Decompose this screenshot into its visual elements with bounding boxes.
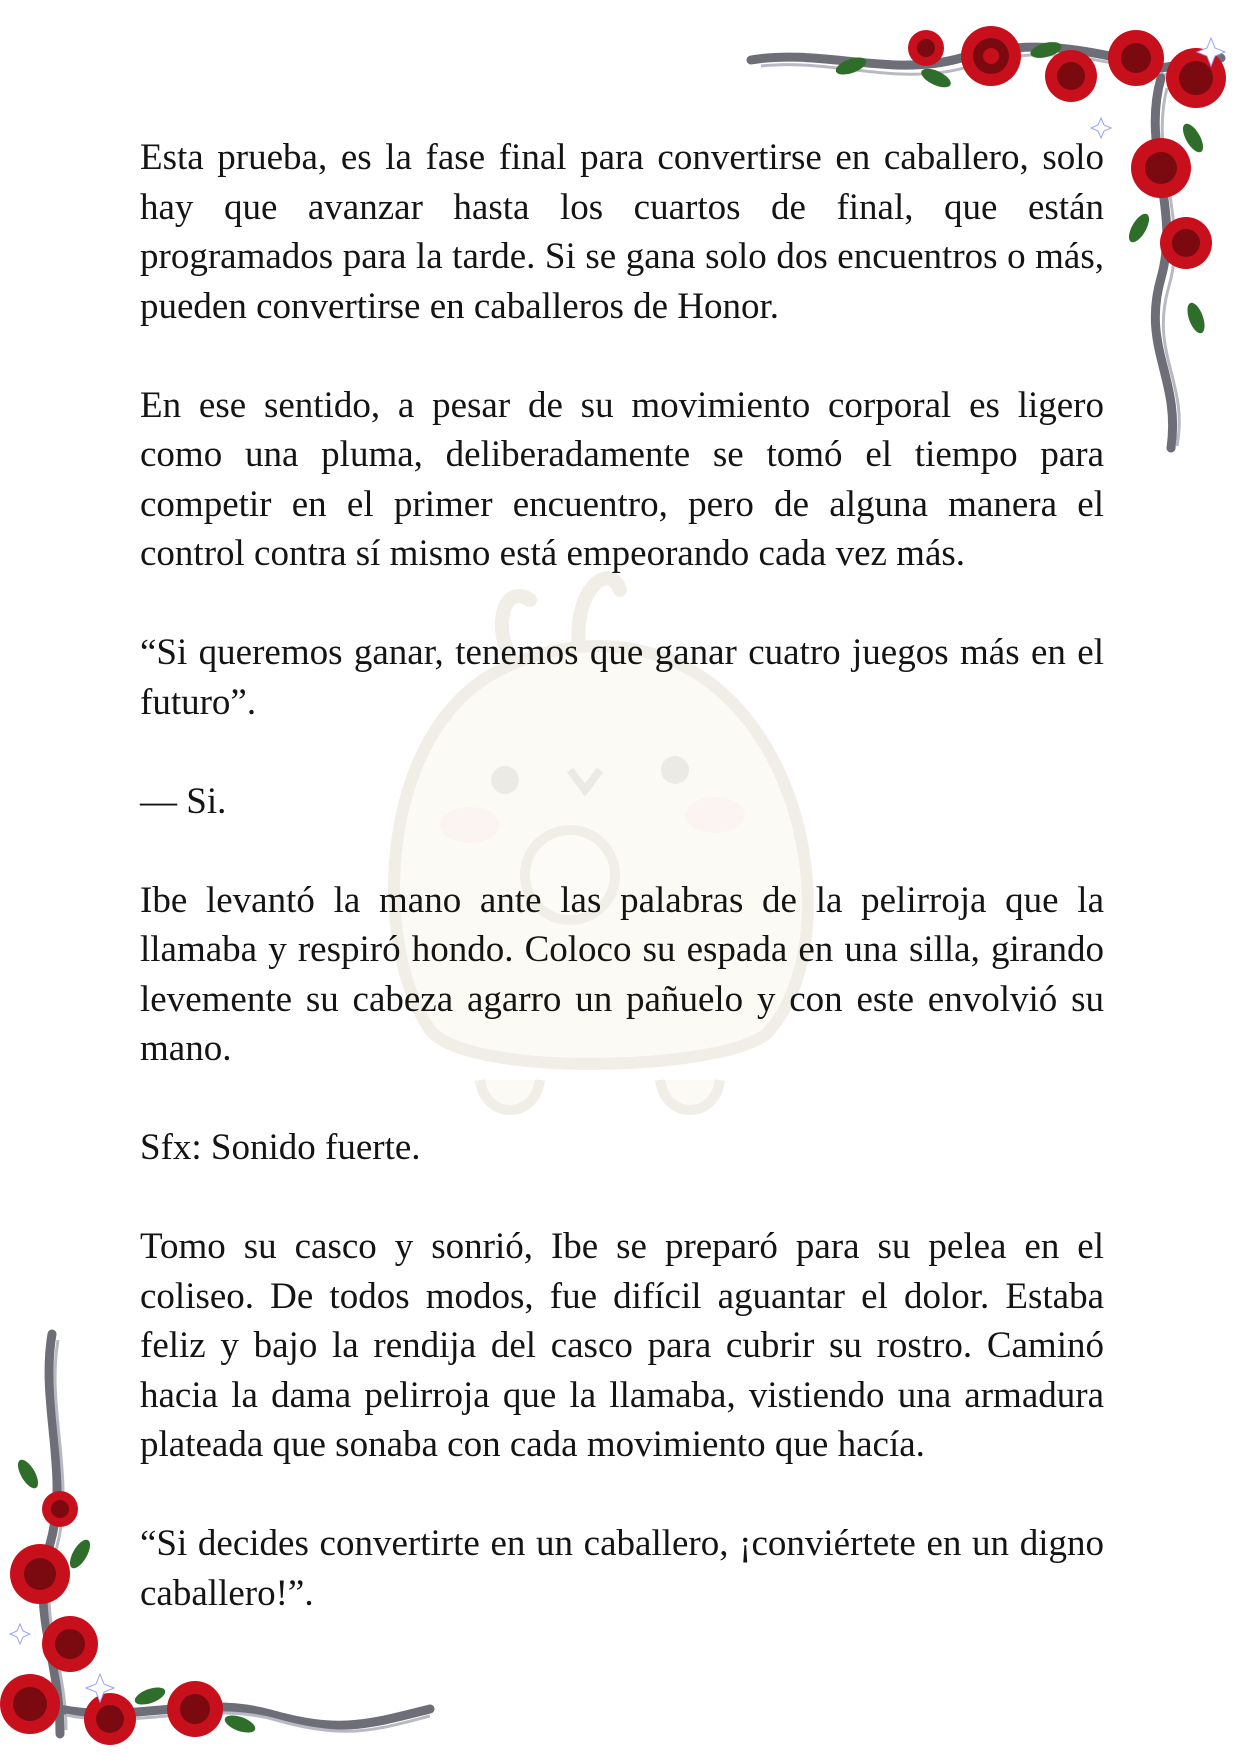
- paragraph-8-dialogue: “Si decides convertirte en un caballero, ¡conviértete en un digno caballero!”.: [140, 1523, 1104, 1614]
- story-text: [140, 133, 1104, 1668]
- paragraph-6-sfx: Sfx: Sonido fuerte.: [140, 1127, 421, 1168]
- paragraph-3-dialogue: “Si queremos ganar, tenemos que ganar cuatro juegos más en el futuro”.: [140, 632, 1104, 723]
- paragraph-4-dialogue: — Si.: [140, 780, 227, 822]
- paragraph-5: Ibe levantó la mano ante las palabras de la pelirroja que la llamaba y respiró hondo. Coloco su espada en una silla, girando levemente su cabeza agarro un pañuelo y con este envolvió su mano.: [140, 879, 1104, 1069]
- paragraph-7: Tomo su casco y sonrió, Ibe se preparó para su pelea en el coliseo. De todos modos, fue difícil aguantar el dolor. Estaba feliz y bajo la rendija del casco para cubrir su rostro. Caminó hacia la dama pelirroja que la llamaba, vistiendo una armadura plateada que sonaba con cada movimiento que hacía.: [140, 1226, 1104, 1465]
- paragraph-1: Esta prueba, es la fase final para convertirse en caballero, solo hay que avanzar hasta los cuartos de final, que están programados para la tarde. Si se gana solo dos encuentros o más, pueden convertirse en caballeros de Honor.: [140, 137, 1104, 327]
- paragraph-2: En ese sentido, a pesar de su movimiento corporal es ligero como una pluma, deliberadamente se tomó el tiempo para competir en el primer encuentro, pero de alguna manera el control contra sí mismo está empeorando cada vez más.: [140, 384, 1104, 574]
